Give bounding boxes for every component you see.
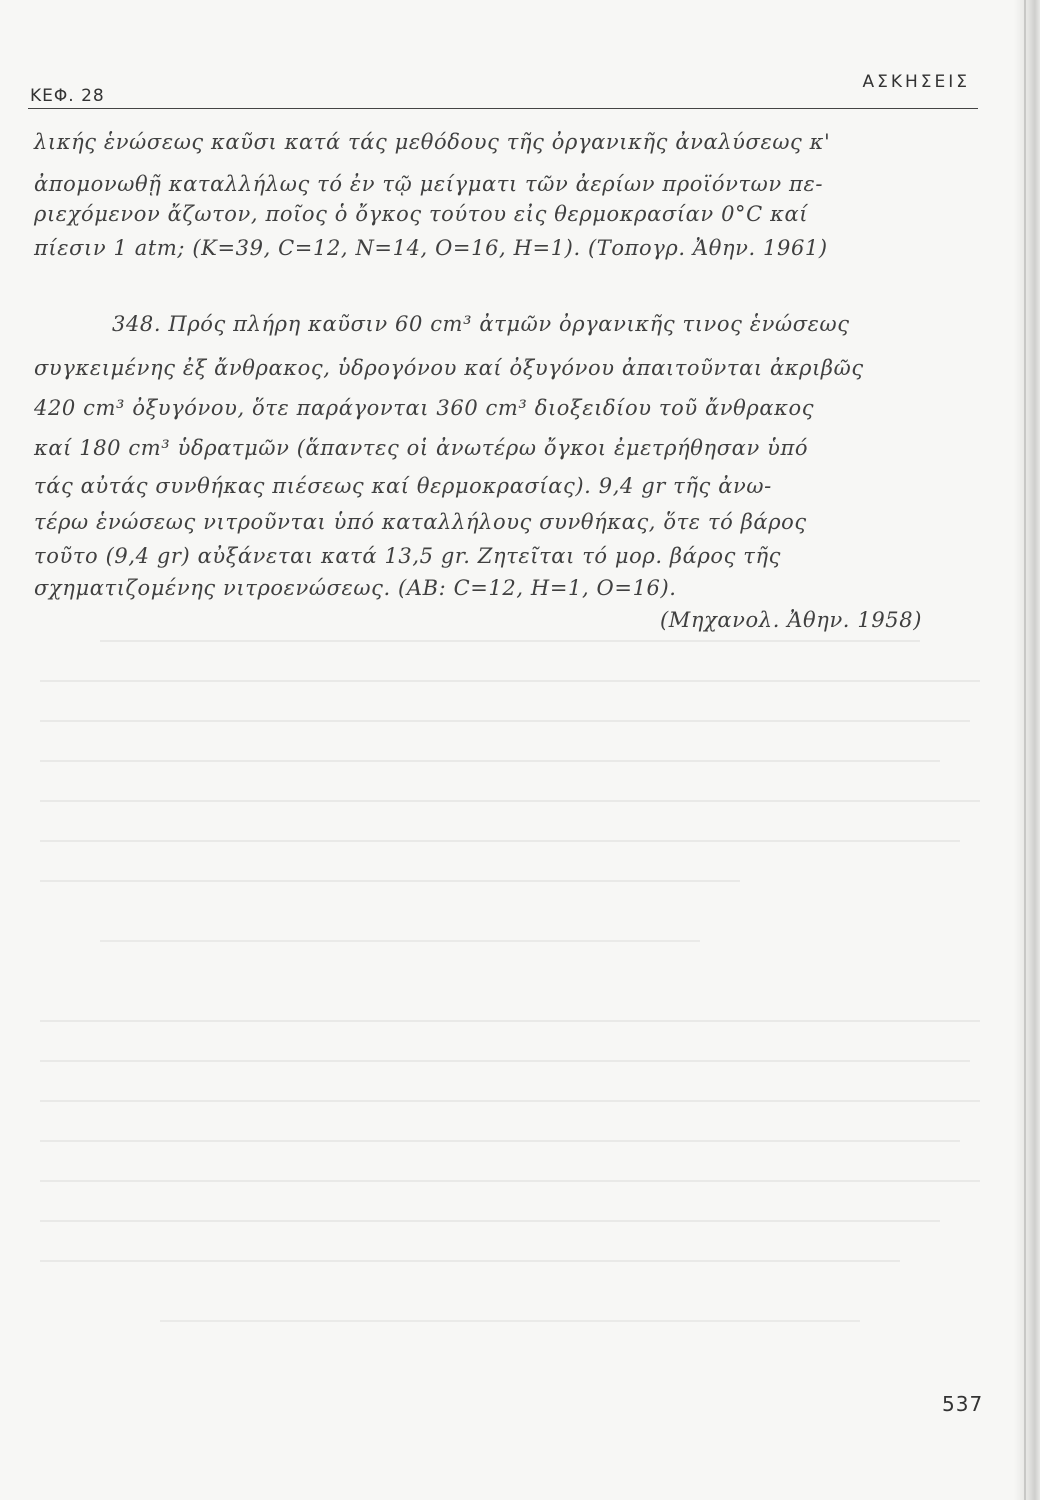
text-line: πίεσιν 1 atm; (Κ=39, C=12, Ν=14, Ο=16, Η=1). (Τοπογρ. Ἀθην. 1961) xyxy=(34,236,828,260)
text-line: 420 cm³ ὀξυγόνου, ὅτε παράγονται 360 cm³ διοξειδίου τοῦ ἄνθρακος xyxy=(34,396,815,420)
text-line: λικής ἑνώσεως καῦσι κατά τάς μεθόδους τῆς ὀργανικῆς ἀναλύσεως κ' xyxy=(34,130,831,154)
chapter-label: ΚΕΦ. 28 xyxy=(30,86,105,106)
header-rule xyxy=(28,108,978,109)
exercise-348-start: 348. Πρός πλήρη καῦσιν 60 cm³ ἀτμῶν ὀργανικῆς τινος ἑνώσεως xyxy=(112,312,850,336)
text-line: τέρω ἑνώσεως νιτροῦνται ὑπό καταλλήλους συνθήκας, ὅτε τό βάρος xyxy=(34,510,807,534)
source-citation: (Μηχανολ. Ἀθην. 1958) xyxy=(660,608,922,632)
page-edge-line xyxy=(1024,0,1026,1500)
text-line: καί 180 cm³ ὑδρατμῶν (ἅπαντες οἱ ἀνωτέρω ὄγκοι ἐμετρήθησαν ὑπό xyxy=(34,436,809,460)
section-title: ΑΣΚΗΣΕΙΣ xyxy=(862,72,970,92)
page-edge-shadow xyxy=(1014,0,1040,1500)
bleed-through-text xyxy=(40,620,990,1340)
text-line: συγκειμένης ἐξ ἄνθρακος, ὑδρογόνου καί ὀξυγόνου ἀπαιτοῦνται ἀκριβῶς xyxy=(34,356,864,380)
text-line: τοῦτο (9,4 gr) αὐξάνεται κατά 13,5 gr. Ζητεῖται τό μορ. βάρος τῆς xyxy=(34,544,782,568)
page-number: 537 xyxy=(942,1392,984,1416)
text-line: ριεχόμενον ἄζωτον, ποῖος ὁ ὄγκος τούτου εἰς θερμοκρασίαν 0°C καί xyxy=(34,202,809,226)
text-line: ἀπομονωθῇ καταλλήλως τό ἐν τῷ μείγματι τῶν ἀερίων προϊόντων πε- xyxy=(34,172,824,196)
text-line: τάς αὐτάς συνθήκας πιέσεως καί θερμοκρασίας). 9,4 gr τῆς ἀνω- xyxy=(34,474,772,498)
text-line: σχηματιζομένης νιτροενώσεως. (ΑΒ: C=12, Η=1, Ο=16). xyxy=(34,576,677,600)
